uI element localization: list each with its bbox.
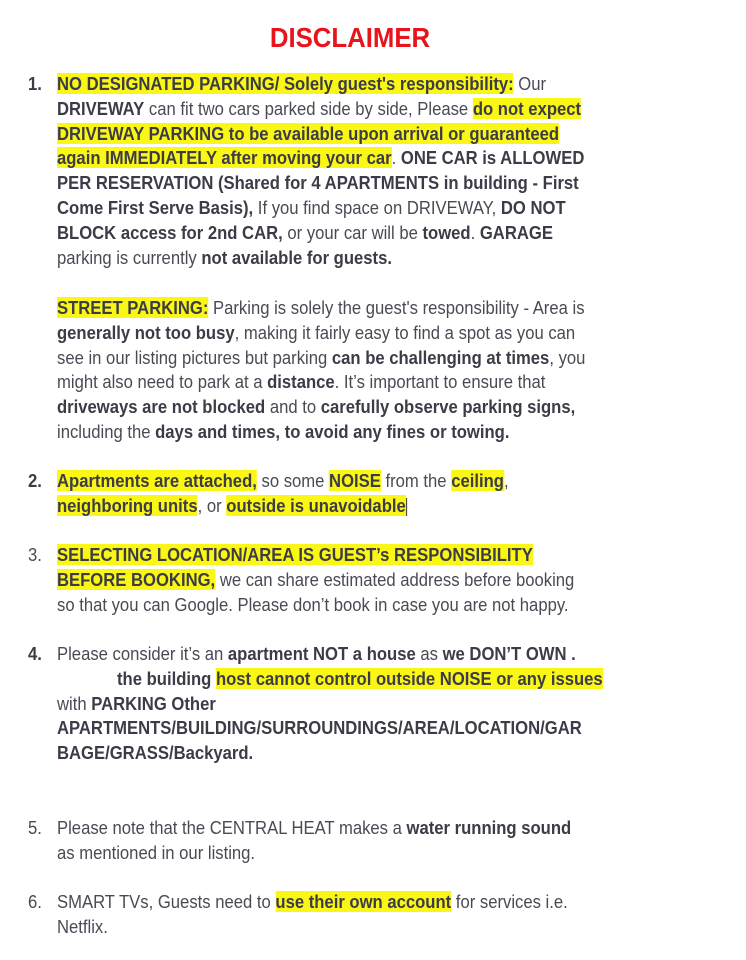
text: parking is currently [57,246,202,268]
text: Netflix. [57,915,108,937]
list-item-line [57,146,584,170]
text: SMART TVs, Guests need to [57,891,276,912]
highlighted-text: do not expect [472,97,582,119]
text: , you [549,346,586,368]
bold-text: Come First Serve Basis), [57,197,254,218]
list-item-line [57,171,579,195]
list-item-line [57,395,575,419]
highlighted-text: NO DESIGNATED PARKING/ Solely guest's responsibility: [57,73,514,94]
bold-text: not available for guests. [201,246,392,268]
highlighted-text: SELECTING LOCATION/AREA IS GUEST’s RESPONSIBILITY [57,544,533,565]
list-number: 1. [28,73,42,94]
bold-text: days and times, to avoid any fines or towing. [155,421,510,442]
text: or your car will be [282,221,423,243]
list-item-line [57,296,585,320]
list-number: 2. [28,470,42,491]
bold-text: towed [422,221,471,243]
text-cursor [406,498,407,516]
bold-text: generally not too busy [57,321,235,343]
bold-text: PER RESERVATION (Shared for 4 APARTMENTS in building - First [57,172,579,194]
list-item-line [57,196,566,220]
list-item-line [57,346,585,370]
highlighted-text: again IMMEDIATELY after moving your car [57,147,392,169]
list-item-line [57,692,216,716]
list-item-line [117,667,603,691]
bold-text: GARAGE [479,221,553,243]
list-item-line [57,841,255,865]
text: Please consider it’s an [57,643,228,664]
list-number: 5. [28,817,42,838]
text: with [57,692,92,714]
bold-text: BLOCK access for 2nd CAR, [57,221,283,243]
highlighted-text: Apartments are attached, [57,470,257,491]
list-item-line [57,593,569,617]
bold-text: DRIVEWAY [57,97,145,119]
text: Our [513,73,547,94]
list-item-line [57,221,553,245]
list-item-line [57,890,568,914]
text: so that you can Google. Please don’t book in case you are not happy. [57,593,569,615]
text: as mentioned in our listing. [57,841,256,863]
bold-text: can be challenging at times [331,346,550,368]
highlighted-text: neighboring units [57,494,198,516]
list-number: 3. [28,544,42,565]
list-number: 4. [28,643,42,664]
list-number: 6. [28,891,42,912]
bold-text: BAGE/GRASS/Backyard. [57,742,254,764]
text: so some [256,470,330,491]
list-item-line [57,420,509,444]
highlighted-text: use their own account [275,891,452,912]
text: . [391,147,401,169]
bold-text: DO NOT [500,197,566,218]
highlighted-text: outside is unavoidable [226,494,406,516]
text: and to [265,396,321,418]
list-item-line [57,543,533,567]
list-item-line [57,642,576,666]
list-item-line [57,741,253,765]
text: Please note that the CENTRAL HEAT makes a [57,817,407,838]
text: as [415,643,443,664]
list-item-line [57,494,407,518]
bold-text: APARTMENTS/BUILDING/SURROUNDINGS/AREA/LOCATION/GAR [57,717,582,739]
highlighted-text: host cannot control outside NOISE or any issues [215,667,603,689]
page-title: DISCLAIMER [269,22,431,53]
highlighted-text: DRIVEWAY PARKING to be available upon arrival or guaranteed [57,122,560,144]
list-item-line [57,122,559,146]
text: we can share estimated address before booking [215,568,575,590]
text: , or [197,494,227,516]
text: . It’s important to ensure that [334,371,546,393]
text: for services i.e. [451,891,568,912]
list-item-line [57,97,581,121]
list-item-line [57,321,575,345]
list-item-line [57,816,571,840]
list-item-line [57,568,574,592]
list-item-line [57,72,546,96]
highlighted-text: ceiling [451,470,504,491]
bold-text: apartment NOT a house [227,643,416,664]
text: . [470,221,480,243]
list-item-line [57,370,545,394]
list-item-line [57,469,509,493]
bold-text: water running sound [406,817,572,838]
bold-text: driveways are not blocked [57,396,266,418]
list-item-line [57,246,392,270]
bold-text: PARKING Other [91,692,216,714]
text: , making it fairly easy to find a spot as you can [234,321,576,343]
text: Parking is solely the guest's responsibility - Area is [208,297,585,318]
highlighted-text: STREET PARKING: [57,297,209,318]
list-item-line [57,716,582,740]
list-item-line [57,915,108,939]
text: including the [57,421,156,442]
bold-text: carefully observe parking signs, [320,396,576,418]
bold-text: ONE CAR is ALLOWED [400,147,585,169]
bold-text: distance [267,371,335,393]
text: from the [380,470,452,491]
highlighted-text: BEFORE BOOKING, [57,568,216,590]
text: If you find space on DRIVEWAY, [253,197,501,218]
text: , [503,470,509,491]
highlighted-text: NOISE [329,470,381,491]
bold-text: we DON’T OWN . [442,643,576,664]
text: see in our listing pictures but parking [57,346,332,368]
text: can fit two cars parked side by side, Please [144,97,473,119]
bold-text: the building [117,667,216,689]
text: might also need to park at a [57,371,268,393]
